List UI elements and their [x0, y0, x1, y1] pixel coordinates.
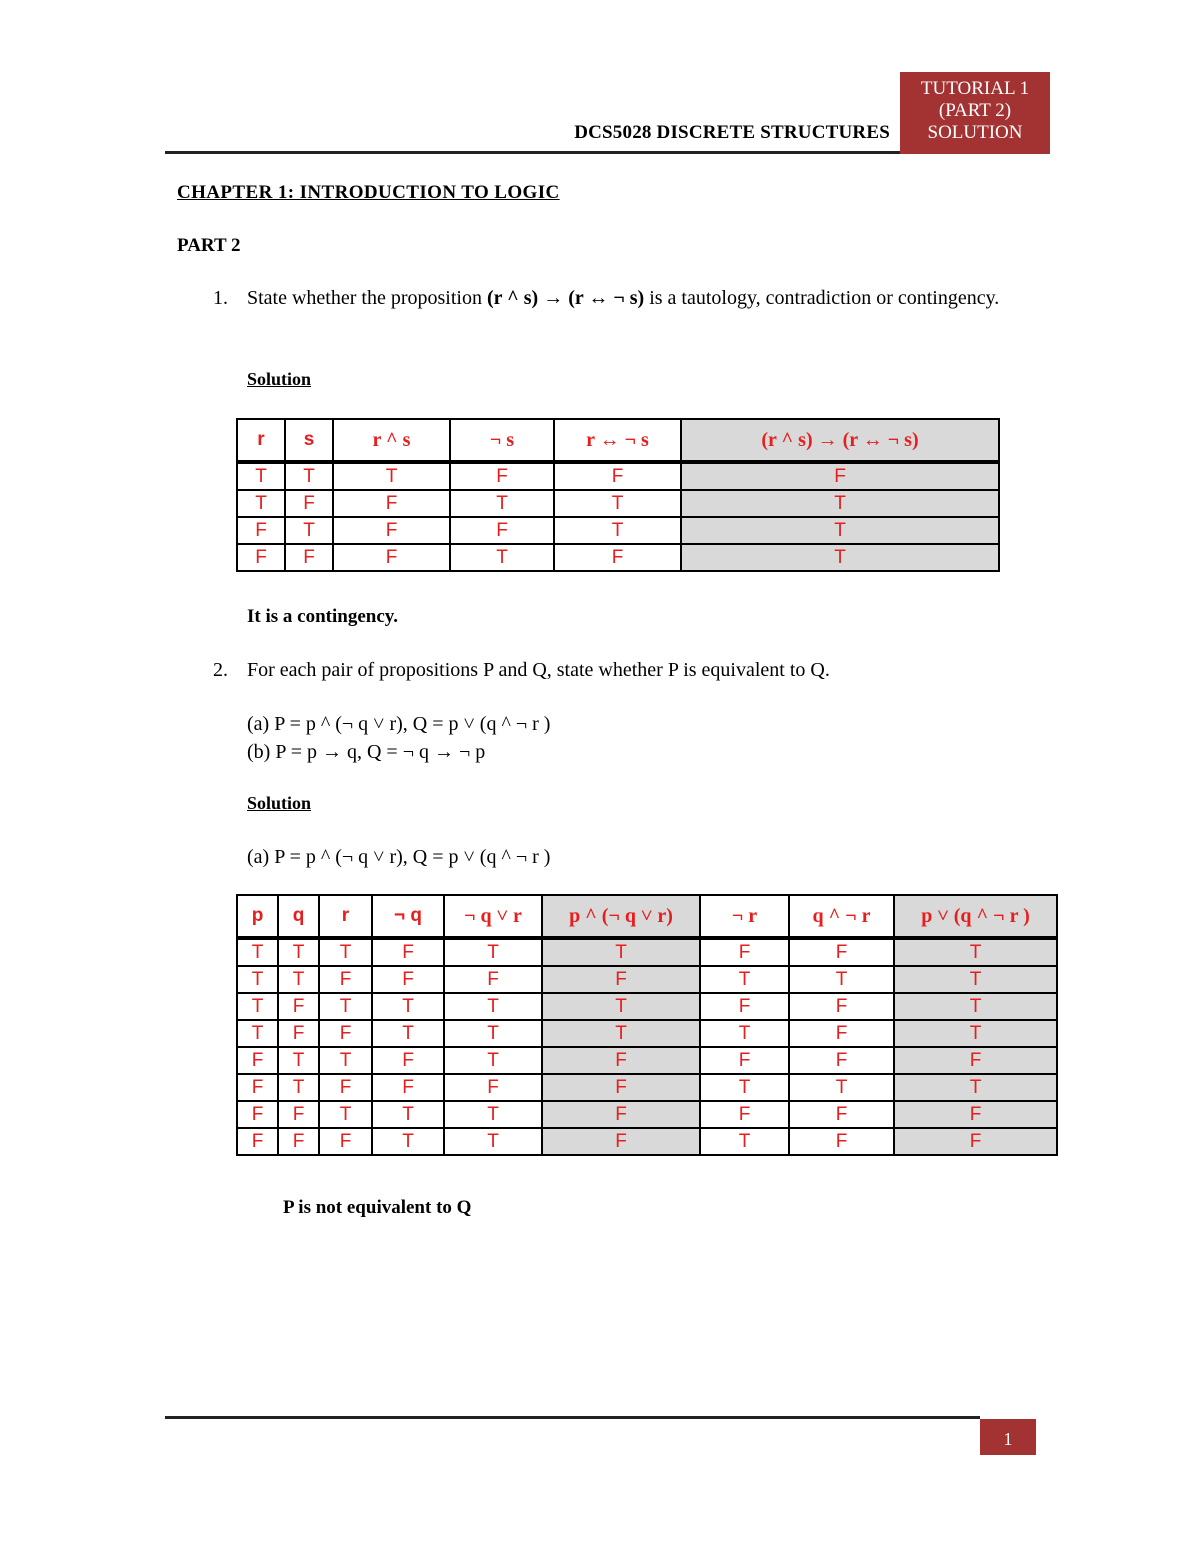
- truth-value-cell: T: [237, 966, 278, 993]
- tutorial-badge-line: SOLUTION: [927, 122, 1023, 143]
- truth-value-cell: F: [319, 1020, 372, 1047]
- table-row: [237, 544, 999, 571]
- truth-value-cell: F: [554, 544, 681, 571]
- truth-value-cell: F: [789, 938, 894, 966]
- truth-value-cell: T: [554, 517, 681, 544]
- truth-value-cell: F: [789, 1020, 894, 1047]
- solution-label-2: Solution: [247, 793, 312, 813]
- truth-value-cell: F: [237, 1074, 278, 1101]
- truth-value-cell: T: [319, 1047, 372, 1074]
- question-1-proposition: (r ^ s) → (r ↔ ¬ s): [486, 287, 645, 309]
- truth-value-cell: T: [554, 490, 681, 517]
- truth-value-cell: F: [542, 1101, 700, 1128]
- truth-value-cell: F: [700, 1047, 789, 1074]
- truth-value-cell: T: [444, 1047, 542, 1074]
- truth-value-cell: T: [278, 966, 319, 993]
- truth-value-cell: F: [278, 1128, 319, 1155]
- truth-value-cell: T: [700, 1074, 789, 1101]
- table-row: [237, 1074, 1057, 1101]
- page-number: 1: [980, 1419, 1036, 1455]
- truth-value-cell: T: [894, 966, 1057, 993]
- question-1-text-before: State whether the proposition: [247, 287, 487, 309]
- column-header: (r ^ s) → (r ↔ ¬ s): [681, 419, 999, 462]
- truth-value-cell: T: [894, 938, 1057, 966]
- truth-value-cell: T: [700, 966, 789, 993]
- truth-value-cell: T: [278, 938, 319, 966]
- truth-value-cell: T: [278, 1074, 319, 1101]
- question-1-text-after: is a tautology, contradiction or contingency.: [644, 287, 1000, 309]
- truth-value-cell: F: [319, 966, 372, 993]
- question-2-text: For each pair of propositions P and Q, state whether P is equivalent to Q.: [247, 659, 830, 681]
- truth-value-cell: F: [789, 993, 894, 1020]
- truth-value-cell: F: [278, 1020, 319, 1047]
- chapter-title: CHAPTER 1: INTRODUCTION TO LOGIC: [177, 182, 560, 203]
- truth-value-cell: F: [554, 462, 681, 490]
- truth-value-cell: F: [319, 1128, 372, 1155]
- truth-value-cell: T: [278, 1047, 319, 1074]
- truth-value-cell: F: [542, 966, 700, 993]
- table-row: [237, 462, 999, 490]
- truth-value-cell: F: [372, 1074, 444, 1101]
- part-title: PART 2: [177, 235, 241, 256]
- truth-value-cell: F: [333, 517, 450, 544]
- column-header: p ˅ (q ^ ¬ r ): [894, 895, 1057, 938]
- truth-value-cell: F: [237, 544, 285, 571]
- truth-value-cell: F: [333, 490, 450, 517]
- truth-table-1-header-row: [237, 419, 999, 462]
- truth-value-cell: F: [789, 1047, 894, 1074]
- truth-value-cell: T: [542, 1020, 700, 1047]
- truth-value-cell: F: [237, 1047, 278, 1074]
- table-row: [237, 1047, 1057, 1074]
- truth-value-cell: T: [285, 462, 333, 490]
- table-row: [237, 1020, 1057, 1047]
- column-header: p: [237, 895, 278, 938]
- truth-value-cell: T: [700, 1020, 789, 1047]
- truth-value-cell: T: [444, 1101, 542, 1128]
- truth-value-cell: F: [237, 1128, 278, 1155]
- truth-table-2-header-row: [237, 895, 1057, 938]
- truth-value-cell: T: [542, 993, 700, 1020]
- column-header: r: [319, 895, 372, 938]
- truth-value-cell: F: [444, 1074, 542, 1101]
- question-2-part-a: (a) P = p ^ (¬ q ˅ r), Q = p ˅ (q ^ ¬ r ): [247, 713, 551, 735]
- truth-value-cell: F: [894, 1047, 1057, 1074]
- truth-value-cell: T: [450, 490, 554, 517]
- column-header: q ^ ¬ r: [789, 895, 894, 938]
- header-rule: [165, 151, 900, 154]
- truth-value-cell: T: [237, 1020, 278, 1047]
- solution-label-1: Solution: [247, 369, 312, 389]
- truth-value-cell: F: [681, 462, 999, 490]
- truth-value-cell: F: [700, 938, 789, 966]
- truth-value-cell: F: [542, 1128, 700, 1155]
- table-row: [237, 993, 1057, 1020]
- truth-value-cell: T: [450, 544, 554, 571]
- truth-table-1: [236, 418, 1000, 572]
- truth-value-cell: F: [700, 1101, 789, 1128]
- truth-value-cell: T: [542, 938, 700, 966]
- truth-value-cell: F: [237, 517, 285, 544]
- table-row: [237, 938, 1057, 966]
- truth-value-cell: T: [237, 490, 285, 517]
- truth-value-cell: T: [894, 1020, 1057, 1047]
- conclusion-1: It is a contingency.: [247, 606, 398, 627]
- footer-rule: [165, 1416, 980, 1419]
- tutorial-badge-line: TUTORIAL 1: [920, 78, 1030, 99]
- truth-value-cell: T: [789, 966, 894, 993]
- truth-value-cell: T: [319, 1101, 372, 1128]
- truth-value-cell: T: [372, 1128, 444, 1155]
- truth-value-cell: T: [894, 1074, 1057, 1101]
- course-title: DCS5028 DISCRETE STRUCTURES: [574, 122, 890, 143]
- truth-value-cell: F: [450, 462, 554, 490]
- question-2-part-b: (b) P = p → q, Q = ¬ q → ¬ p: [247, 741, 486, 763]
- truth-value-cell: T: [444, 993, 542, 1020]
- truth-value-cell: T: [444, 938, 542, 966]
- truth-value-cell: T: [444, 1020, 542, 1047]
- truth-value-cell: F: [372, 938, 444, 966]
- truth-value-cell: F: [894, 1101, 1057, 1128]
- column-header: q: [278, 895, 319, 938]
- truth-value-cell: T: [894, 993, 1057, 1020]
- truth-value-cell: F: [278, 993, 319, 1020]
- truth-value-cell: F: [285, 544, 333, 571]
- truth-value-cell: T: [319, 938, 372, 966]
- truth-value-cell: F: [894, 1128, 1057, 1155]
- truth-value-cell: T: [285, 517, 333, 544]
- truth-value-cell: F: [278, 1101, 319, 1128]
- truth-table-2: [236, 894, 1058, 1156]
- truth-value-cell: T: [372, 1020, 444, 1047]
- truth-value-cell: F: [789, 1101, 894, 1128]
- column-header: r: [237, 419, 285, 462]
- truth-value-cell: T: [319, 993, 372, 1020]
- truth-value-cell: T: [372, 1101, 444, 1128]
- truth-value-cell: T: [444, 1128, 542, 1155]
- tutorial-badge-line: (PART 2): [938, 100, 1012, 121]
- truth-value-cell: F: [450, 517, 554, 544]
- truth-value-cell: T: [681, 517, 999, 544]
- column-header: ¬ q: [372, 895, 444, 938]
- column-header: ¬ r: [700, 895, 789, 938]
- column-header: ¬ s: [450, 419, 554, 462]
- column-header: s: [285, 419, 333, 462]
- truth-table-1-body: [237, 462, 999, 571]
- truth-table-2-body: [237, 938, 1057, 1155]
- conclusion-2: P is not equivalent to Q: [283, 1197, 472, 1218]
- column-header: p ^ (¬ q ˅ r): [542, 895, 700, 938]
- truth-value-cell: T: [681, 544, 999, 571]
- truth-value-cell: T: [700, 1128, 789, 1155]
- truth-value-cell: F: [319, 1074, 372, 1101]
- question-2-number: 2.: [213, 659, 228, 681]
- truth-value-cell: T: [789, 1074, 894, 1101]
- column-header: r ↔ ¬ s: [554, 419, 681, 462]
- truth-value-cell: T: [237, 993, 278, 1020]
- truth-value-cell: F: [789, 1128, 894, 1155]
- table-row: [237, 966, 1057, 993]
- tutorial-badge: [900, 72, 1050, 154]
- truth-value-cell: F: [542, 1074, 700, 1101]
- truth-value-cell: F: [542, 1047, 700, 1074]
- table-row: [237, 1128, 1057, 1155]
- question-1-text: [247, 285, 1037, 312]
- truth-value-cell: F: [333, 544, 450, 571]
- truth-value-cell: F: [372, 966, 444, 993]
- truth-value-cell: T: [333, 462, 450, 490]
- table-row: [237, 1101, 1057, 1128]
- solution-2-part-a: (a) P = p ^ (¬ q ˅ r), Q = p ˅ (q ^ ¬ r ): [247, 846, 551, 868]
- question-1-number: 1.: [213, 287, 228, 309]
- truth-value-cell: F: [700, 993, 789, 1020]
- truth-value-cell: T: [372, 993, 444, 1020]
- truth-value-cell: T: [681, 490, 999, 517]
- truth-value-cell: F: [285, 490, 333, 517]
- table-row: [237, 517, 999, 544]
- truth-value-cell: T: [237, 462, 285, 490]
- table-row: [237, 490, 999, 517]
- column-header: r ^ s: [333, 419, 450, 462]
- column-header: ¬ q ˅ r: [444, 895, 542, 938]
- truth-value-cell: F: [444, 966, 542, 993]
- truth-value-cell: F: [237, 1101, 278, 1128]
- truth-value-cell: F: [372, 1047, 444, 1074]
- truth-value-cell: T: [237, 938, 278, 966]
